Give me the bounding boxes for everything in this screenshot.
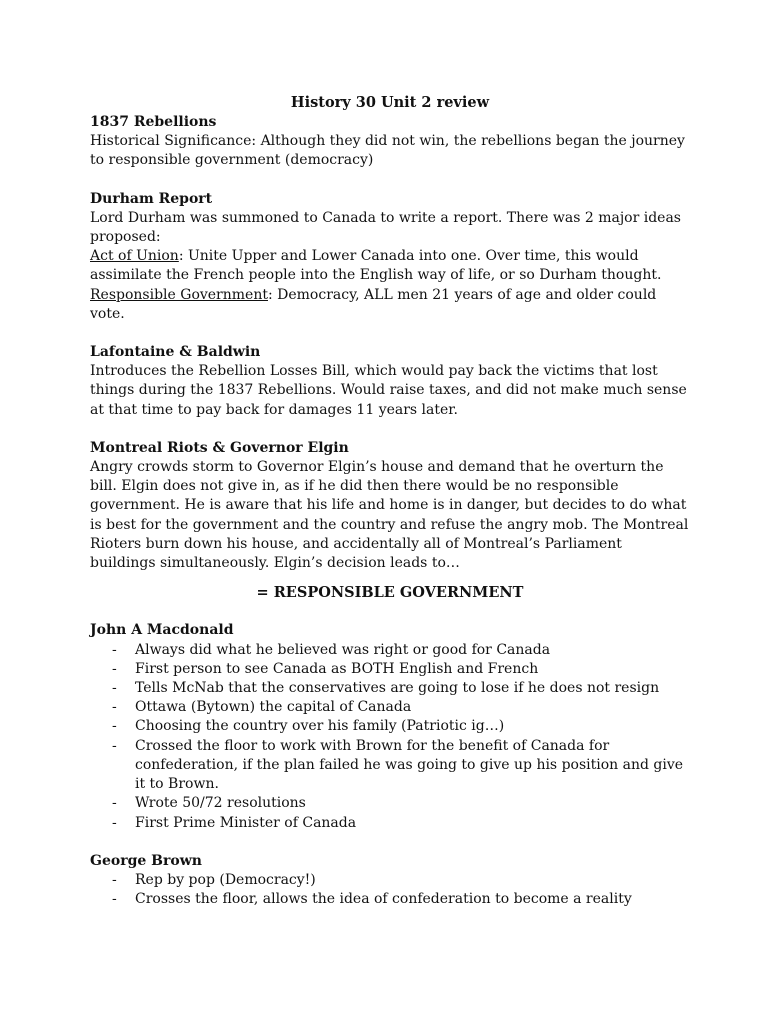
list-item: - Choosing the country over his family (Patriotic ig…) — [90, 717, 690, 736]
list-item: - Ottawa (Bytown) the capital of Canada — [90, 698, 690, 717]
dash-bullet: - — [112, 699, 117, 716]
section-text: Angry crowds storm to Governor Elgin’s house and demand that he overturn the bill. Elgin does not give in, as if he did then there would be no responsible government. He is aware that his life and home is in danger, but decides to do what is best for the government and the country and refuse the angry mob. The Montreal Rioters burn down his house, and accidentally all of Montreal’s Parliament buildings simultaneously. Elgin’s decision leads to… — [90, 459, 689, 572]
section-george-brown — [90, 852, 690, 910]
dash-bullet: - — [112, 660, 117, 677]
section-john-a-macdonald — [90, 621, 690, 832]
section-heading: Montreal Riots & Governor Elgin — [90, 439, 349, 456]
act-of-union-definition: : Unite Upper and Lower Canada into one. Over time, this would assimilate the French people into the English way of life, or so Durham thought. — [90, 248, 662, 284]
dash-bullet: - — [112, 680, 117, 697]
brown-list — [90, 871, 690, 909]
dash-bullet: - — [112, 737, 117, 754]
macdonald-list — [90, 641, 690, 833]
dash-bullet: - — [112, 641, 117, 658]
act-of-union-term: Act of Union — [90, 248, 179, 265]
section-text: Historical Significance: Although they did not win, the rebellions began the journey to responsible government (democracy) — [90, 133, 685, 169]
section-lafontaine-baldwin — [90, 343, 690, 420]
dash-bullet: - — [112, 814, 117, 831]
list-item: - Crossed the floor to work with Brown for the benefit of Canada for confederation, if the plan failed he was going to give up his position and give it to Brown. — [112, 737, 684, 793]
section-durham-report — [90, 190, 690, 324]
section-heading: Lafontaine & Baldwin — [90, 344, 261, 361]
document-body — [90, 92, 690, 909]
section-text: Lord Durham was summoned to Canada to write a report. There was 2 major ideas proposed: — [90, 209, 681, 246]
dash-bullet: - — [112, 718, 117, 735]
section-heading: George Brown — [90, 852, 202, 869]
responsible-government-term: Responsible Government — [90, 286, 268, 303]
list-item: - Tells McNab that the conservatives are going to lose if he does not resign — [90, 679, 690, 698]
list-item: - Rep by pop (Democracy!) — [90, 871, 690, 890]
section-heading: John A Macdonald — [90, 622, 234, 639]
list-item: - First Prime Minister of Canada — [90, 814, 690, 833]
list-item: - Crosses the floor, allows the idea of confederation to become a reality — [90, 890, 690, 909]
responsible-government-paragraph — [90, 286, 690, 324]
document-title: History 30 Unit 2 review — [290, 94, 490, 111]
responsible-government-definition: : Democracy, ALL men 21 years of age and older could vote. — [90, 286, 657, 322]
responsible-government-result: = RESPONSIBLE GOVERNMENT — [256, 584, 524, 602]
list-item: - Wrote 50/72 resolutions — [90, 794, 690, 813]
section-1837-rebellions — [90, 113, 690, 171]
dash-bullet: - — [112, 871, 117, 888]
dash-bullet: - — [112, 795, 117, 812]
section-text: Introduces the Rebellion Losses Bill, which would pay back the victims that lost things during the 1837 Rebellions. Would raise taxes, and did not make much sense at that time to pay back for damages 11 years later. — [90, 363, 687, 418]
list-item: - Always did what he believed was right or good for Canada — [90, 641, 690, 660]
section-heading: Durham Report — [90, 190, 213, 207]
section-heading: 1837 Rebellions — [90, 114, 217, 130]
section-montreal-riots — [90, 439, 690, 573]
act-of-union-paragraph — [90, 247, 690, 285]
dash-bullet: - — [112, 891, 117, 908]
list-item: - First person to see Canada as BOTH English and French — [90, 660, 690, 679]
